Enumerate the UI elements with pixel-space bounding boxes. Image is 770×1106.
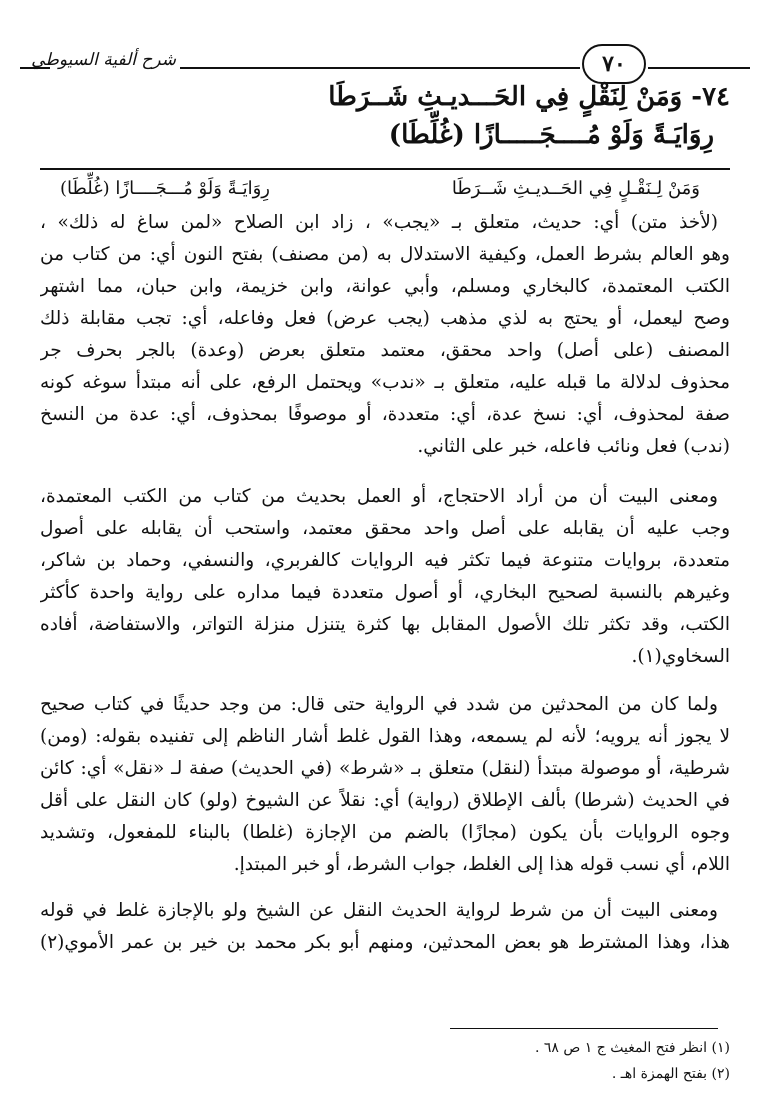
body-line: الكتب المعتمدة، كالبخاري ومسلم، وأبي عوانة، وابن خزيمة، وابن حبان، مما اشتهر	[40, 276, 730, 297]
body-line: متعددة، بروايات متنوعة فيما تكثر فيه الروايات كالفربري، والنسفي، وحماد بن شاكر،	[40, 550, 730, 571]
verse-line-2: رِوَايَـةً وَلَوْ مُــــجَـــــازًا (غُلِّطَا)	[388, 120, 714, 150]
body-line: (لأخذ متن) أي: حديث، متعلق بـ «يجب» ، زاد ابن الصلاح «لمن ساغ له ذلك» ،	[40, 212, 718, 233]
verse-separator	[40, 168, 730, 170]
running-title: شرح ألفية السيوطي	[31, 50, 176, 70]
body-line: وجب عليه أن يقابله على أصل واحد محقق معتمد، واستحب أن يقابله على أصول	[40, 518, 730, 539]
body-line: السخاوي(١).	[631, 646, 730, 667]
body-line: وصح ليعمل، أو يحتج به لذي مذهب (يجب عرض) فعل وفاعله، أي: تجب مقابلة ذلك	[40, 308, 730, 329]
page-header	[20, 30, 750, 90]
body-line: صفة لمحذوف، أي: نسخ عدة، أي: متعددة، أو موصوفًا بمحذوف، أي: عدة من النسخ	[40, 404, 730, 425]
footnote-separator	[450, 1028, 718, 1029]
body-line: (ندب) فعل ونائب فاعله، خبر على الثاني.	[417, 436, 730, 457]
repeat-verse-left: رِوَايَـةً وَلَوْ مُـــجَــــازًا (غُلِّطَا)	[60, 178, 270, 199]
body-line: هذا، وهذا المشترط هو بعض المحدثين، ومنهم أبو بكر محمد بن خير بن عمر الأموي(٢)	[40, 932, 730, 953]
body-line: ومعنى البيت أن من أراد الاحتجاج، أو العمل بحديث من كتاب من الكتب المعتمدة،	[40, 486, 718, 507]
body-line: في الحديث (شرطا) بألف الإطلاق (رواية) أي: نقلاً عن الشيوخ (ولو) كان النقل على أقل	[40, 790, 730, 811]
body-line: وغيرهم بالنسبة لصحيح البخاري، أو أصول متعددة فيما مداره على رواية واحدة كأكثر	[40, 582, 730, 603]
footnote-1: (١) انظر فتح المغيث ج ١ ص ٦٨ .	[535, 1040, 730, 1056]
body-line: وهو العالم بشرط العمل، وكيفية الاستدلال به (من مصنف) بفتح النون أي: من كتاب من	[40, 244, 730, 265]
body-line: المصنف (على أصل) واحد محقق، معتمد متعلق بعرض (وعدة) بالجر بحرف جر	[40, 340, 730, 361]
header-rule-middle	[180, 67, 580, 69]
body-line: محذوف لدلالة ما قبله عليه، متعلق بـ «ندب» ويحتمل الرفع، على أنه مبتدأ سوغه كونه	[40, 372, 730, 393]
repeat-verse-right: وَمَنْ لِـنَقْـلٍ فِي الحَــديـثِ شَــرَطَا	[451, 178, 700, 199]
body-line: ومعنى البيت أن من شرط لرواية الحديث النقل عن الشيخ ولو بالإجازة غلط في قوله	[40, 900, 718, 921]
verse-line-1: ٧٤- وَمَنْ لِنَقْلٍ فِي الحَـــديـثِ شَــرَطَا	[328, 82, 730, 112]
body-line: شرطية، أو موصولة مبتدأ (لنقل) متعلق بـ «شرط» (في الحديث) صفة لـ «نقل» أي: كائن	[40, 758, 730, 779]
page-number: ٧٠	[582, 44, 646, 84]
header-rule-right	[648, 67, 750, 69]
body-line: اللام، أي نسب قوله هذا إلى الغلط، جواب الشرط، أو خبر المبتدإ.	[233, 854, 730, 875]
footnote-2: (٢) بفتح الهمزة اهـ .	[611, 1066, 730, 1082]
body-line: ولما كان من المحدثين من شدد في الرواية حتى قال: من وجد حديثًا في كتاب صحيح	[40, 694, 718, 715]
body-line: وجوه الروايات بأن يكون (مجازًا) بالضم من الإجازة (غلطا) بالبناء للمفعول، وتشديد	[40, 822, 730, 843]
body-line: الكتب، وقد تكثر تلك الأصول المقابل بها كثرة يتنزل منزلة التواتر، والاستفاضة، أفاده	[40, 614, 730, 635]
body-line: لا يجوز أنه يرويه؛ لأنه لم يسمعه، وهذا القول غلط أشار الناظم إلى تفنيده بقوله: (ومن)	[40, 726, 730, 747]
